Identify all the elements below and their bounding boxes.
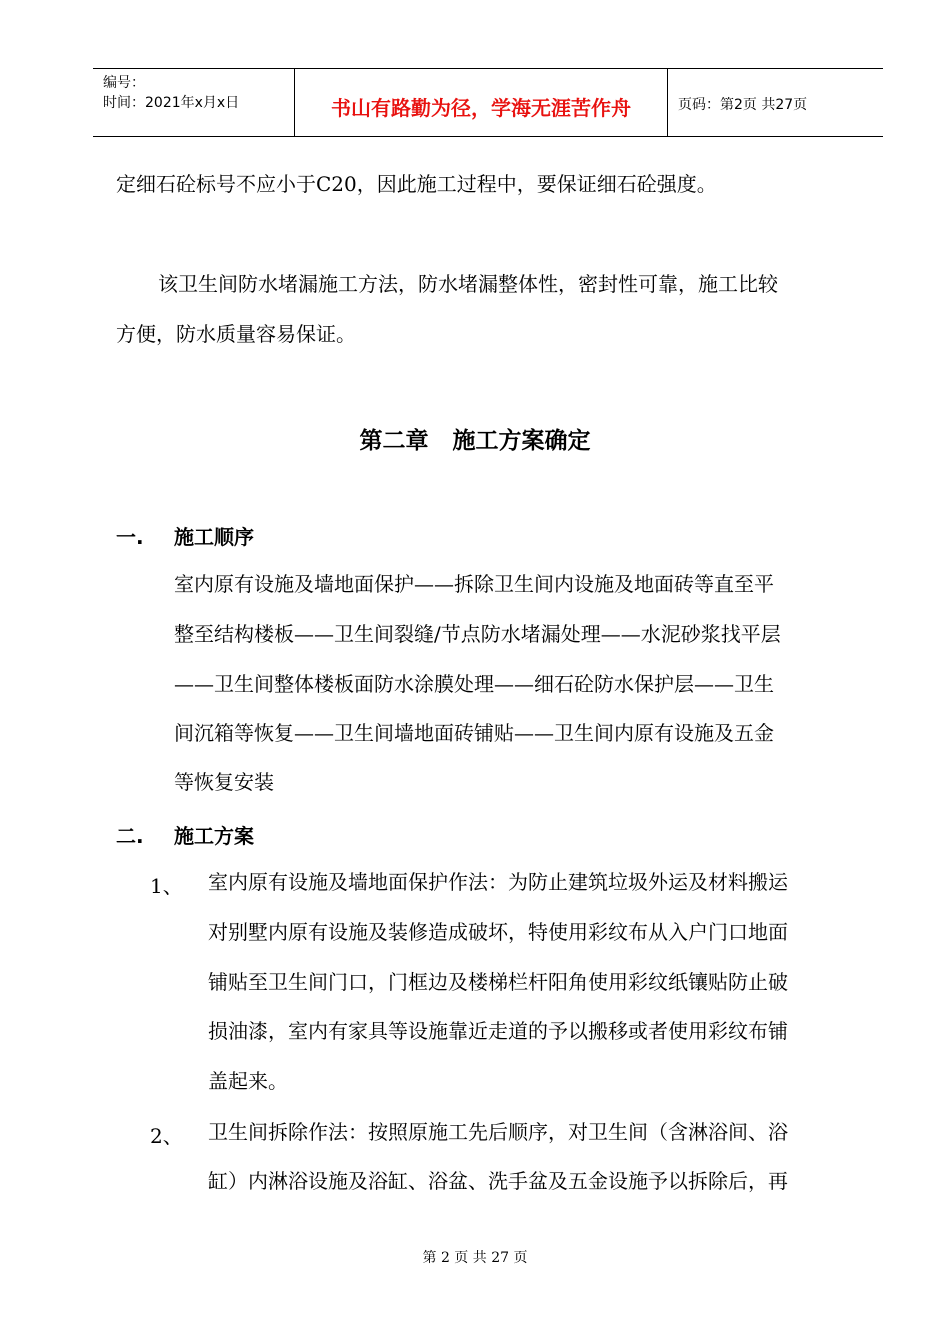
page-header — [93, 68, 883, 137]
header-motto: 书山有路勤为径，学海无涯苦作舟 — [331, 96, 631, 120]
section1-line: ——卫生间整体楼板面防水涂膜处理——细石砼防水保护层——卫生 — [174, 672, 774, 696]
section1-line: 室内原有设施及墙地面保护——拆除卫生间内设施及地面砖等直至平 — [174, 572, 774, 596]
section1-line: 间沉箱等恢复——卫生间墙地面砖铺贴——卫生间内原有设施及五金 — [174, 721, 774, 745]
summary-line: 方便，防水质量容易保证。 — [116, 322, 356, 346]
section1-number: 一. — [116, 525, 144, 549]
item-line: 损油漆，室内有家具等设施靠近走道的予以搬移或者使用彩纹布铺 — [208, 1019, 788, 1043]
item-number: 2、 — [150, 1124, 183, 1148]
header-middle-cell — [295, 69, 668, 136]
item-line: 室内原有设施及墙地面保护作法：为防止建筑垃圾外运及材料搬运 — [208, 870, 788, 894]
section2-number: 二. — [116, 824, 144, 848]
section1-line: 等恢复安装 — [174, 770, 274, 794]
summary-line: 该卫生间防水堵漏施工方法，防水堵漏整体性，密封性可靠，施工比较 — [158, 272, 778, 296]
item-number: 1、 — [150, 874, 183, 898]
item-line: 对别墅内原有设施及装修造成破坏，特使用彩纹布从入户门口地面 — [208, 920, 788, 944]
section1-title: 施工顺序 — [174, 525, 254, 549]
section2-title: 施工方案 — [174, 824, 254, 848]
section1-line: 整至结构楼板——卫生间裂缝/节点防水堵漏处理——水泥砂浆找平层 — [174, 622, 781, 646]
header-page-label: 页码：第2页 共27页 — [678, 97, 808, 113]
item-line: 卫生间拆除作法：按照原施工先后顺序，对卫生间（含淋浴间、浴 — [208, 1120, 788, 1144]
intro-line: 定细石砼标号不应小于C20，因此施工过程中，要保证细石砼强度。 — [116, 172, 717, 196]
header-right-cell — [668, 69, 883, 136]
item-line: 缸）内淋浴设施及浴缸、浴盆、洗手盆及五金设施予以拆除后，再 — [208, 1169, 788, 1193]
doc-number-label: 编号： — [103, 75, 145, 91]
item-line: 盖起来。 — [208, 1069, 288, 1093]
header-left-cell — [93, 69, 295, 136]
page-footer: 第 2 页 共 27 页 — [422, 1250, 528, 1266]
chapter-title: 第二章 施工方案确定 — [359, 428, 591, 454]
item-line: 铺贴至卫生间门口，门框边及楼梯栏杆阳角使用彩纹纸镶贴防止破 — [208, 970, 788, 994]
time-label: 时间：2021年x月x日 — [103, 95, 240, 111]
